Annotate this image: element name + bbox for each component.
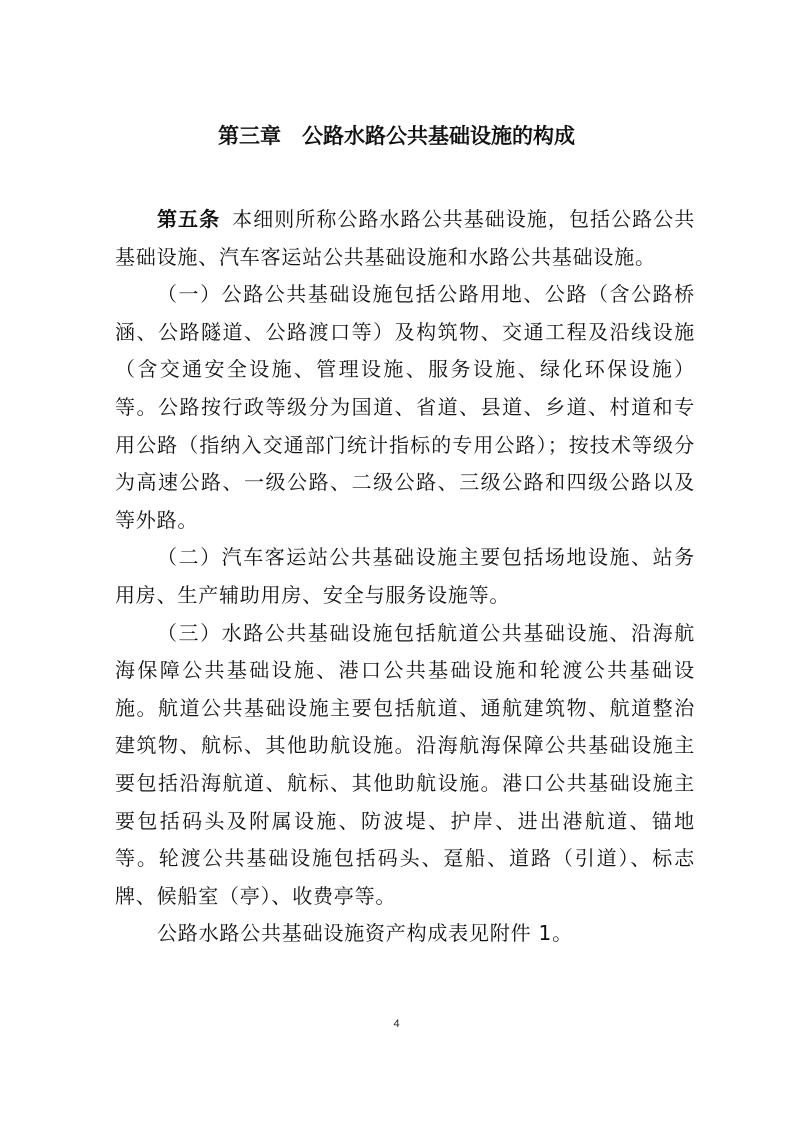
paragraph-highway: （一）公路公共基础设施包括公路用地、公路（含公路桥涵、公路隧道、公路渡口等）及构筑物、交通工程及沿线设施（含交通安全设施、管理设施、服务设施、绿化环保设施）等。公路按行政等级分为国道、省道、县道、乡道、村道和专用公路（指纳入交通部门统计指标的专用公路）；按技术等级分为高速公路、一级公路、二级公路、三级公路和四级公路以及等外路。	[115, 282, 695, 532]
paragraph-attachment-reference: 公路水路公共基础设施资产构成表见附件 1。	[157, 921, 573, 946]
body-text	[115, 201, 695, 953]
article-paragraph	[115, 201, 695, 276]
paragraph-bus-station: （二）汽车客运站公共基础设施主要包括场地设施、站务用房、生产辅助用房、安全与服务设施等。	[115, 545, 695, 607]
article-text: 本细则所称公路水路公共基础设施，包括公路公共基础设施、汽车客运站公共基础设施和水路公共基础设施。	[115, 207, 695, 269]
paragraph-waterway: （三）水路公共基础设施包括航道公共基础设施、沿海航海保障公共基础设施、港口公共基础设施和轮渡公共基础设施。航道公共基础设施主要包括航道、通航建筑物、航道整治建筑物、航标、其他助航设施。沿海航海保障公共基础设施主要包括沿海航道、航标、其他助航设施。港口公共基础设施主要包括码头及附属设施、防波堤、护岸、进出港航道、锚地等。轮渡公共基础设施包括码头、趸船、道路（引道）、标志牌、候船室（亭）、收费亭等。	[115, 620, 695, 908]
chapter-title: 第三章 公路水路公共基础设施的构成	[218, 124, 575, 148]
article-label: 第五条	[157, 207, 221, 231]
page-number: 4	[393, 1018, 400, 1030]
